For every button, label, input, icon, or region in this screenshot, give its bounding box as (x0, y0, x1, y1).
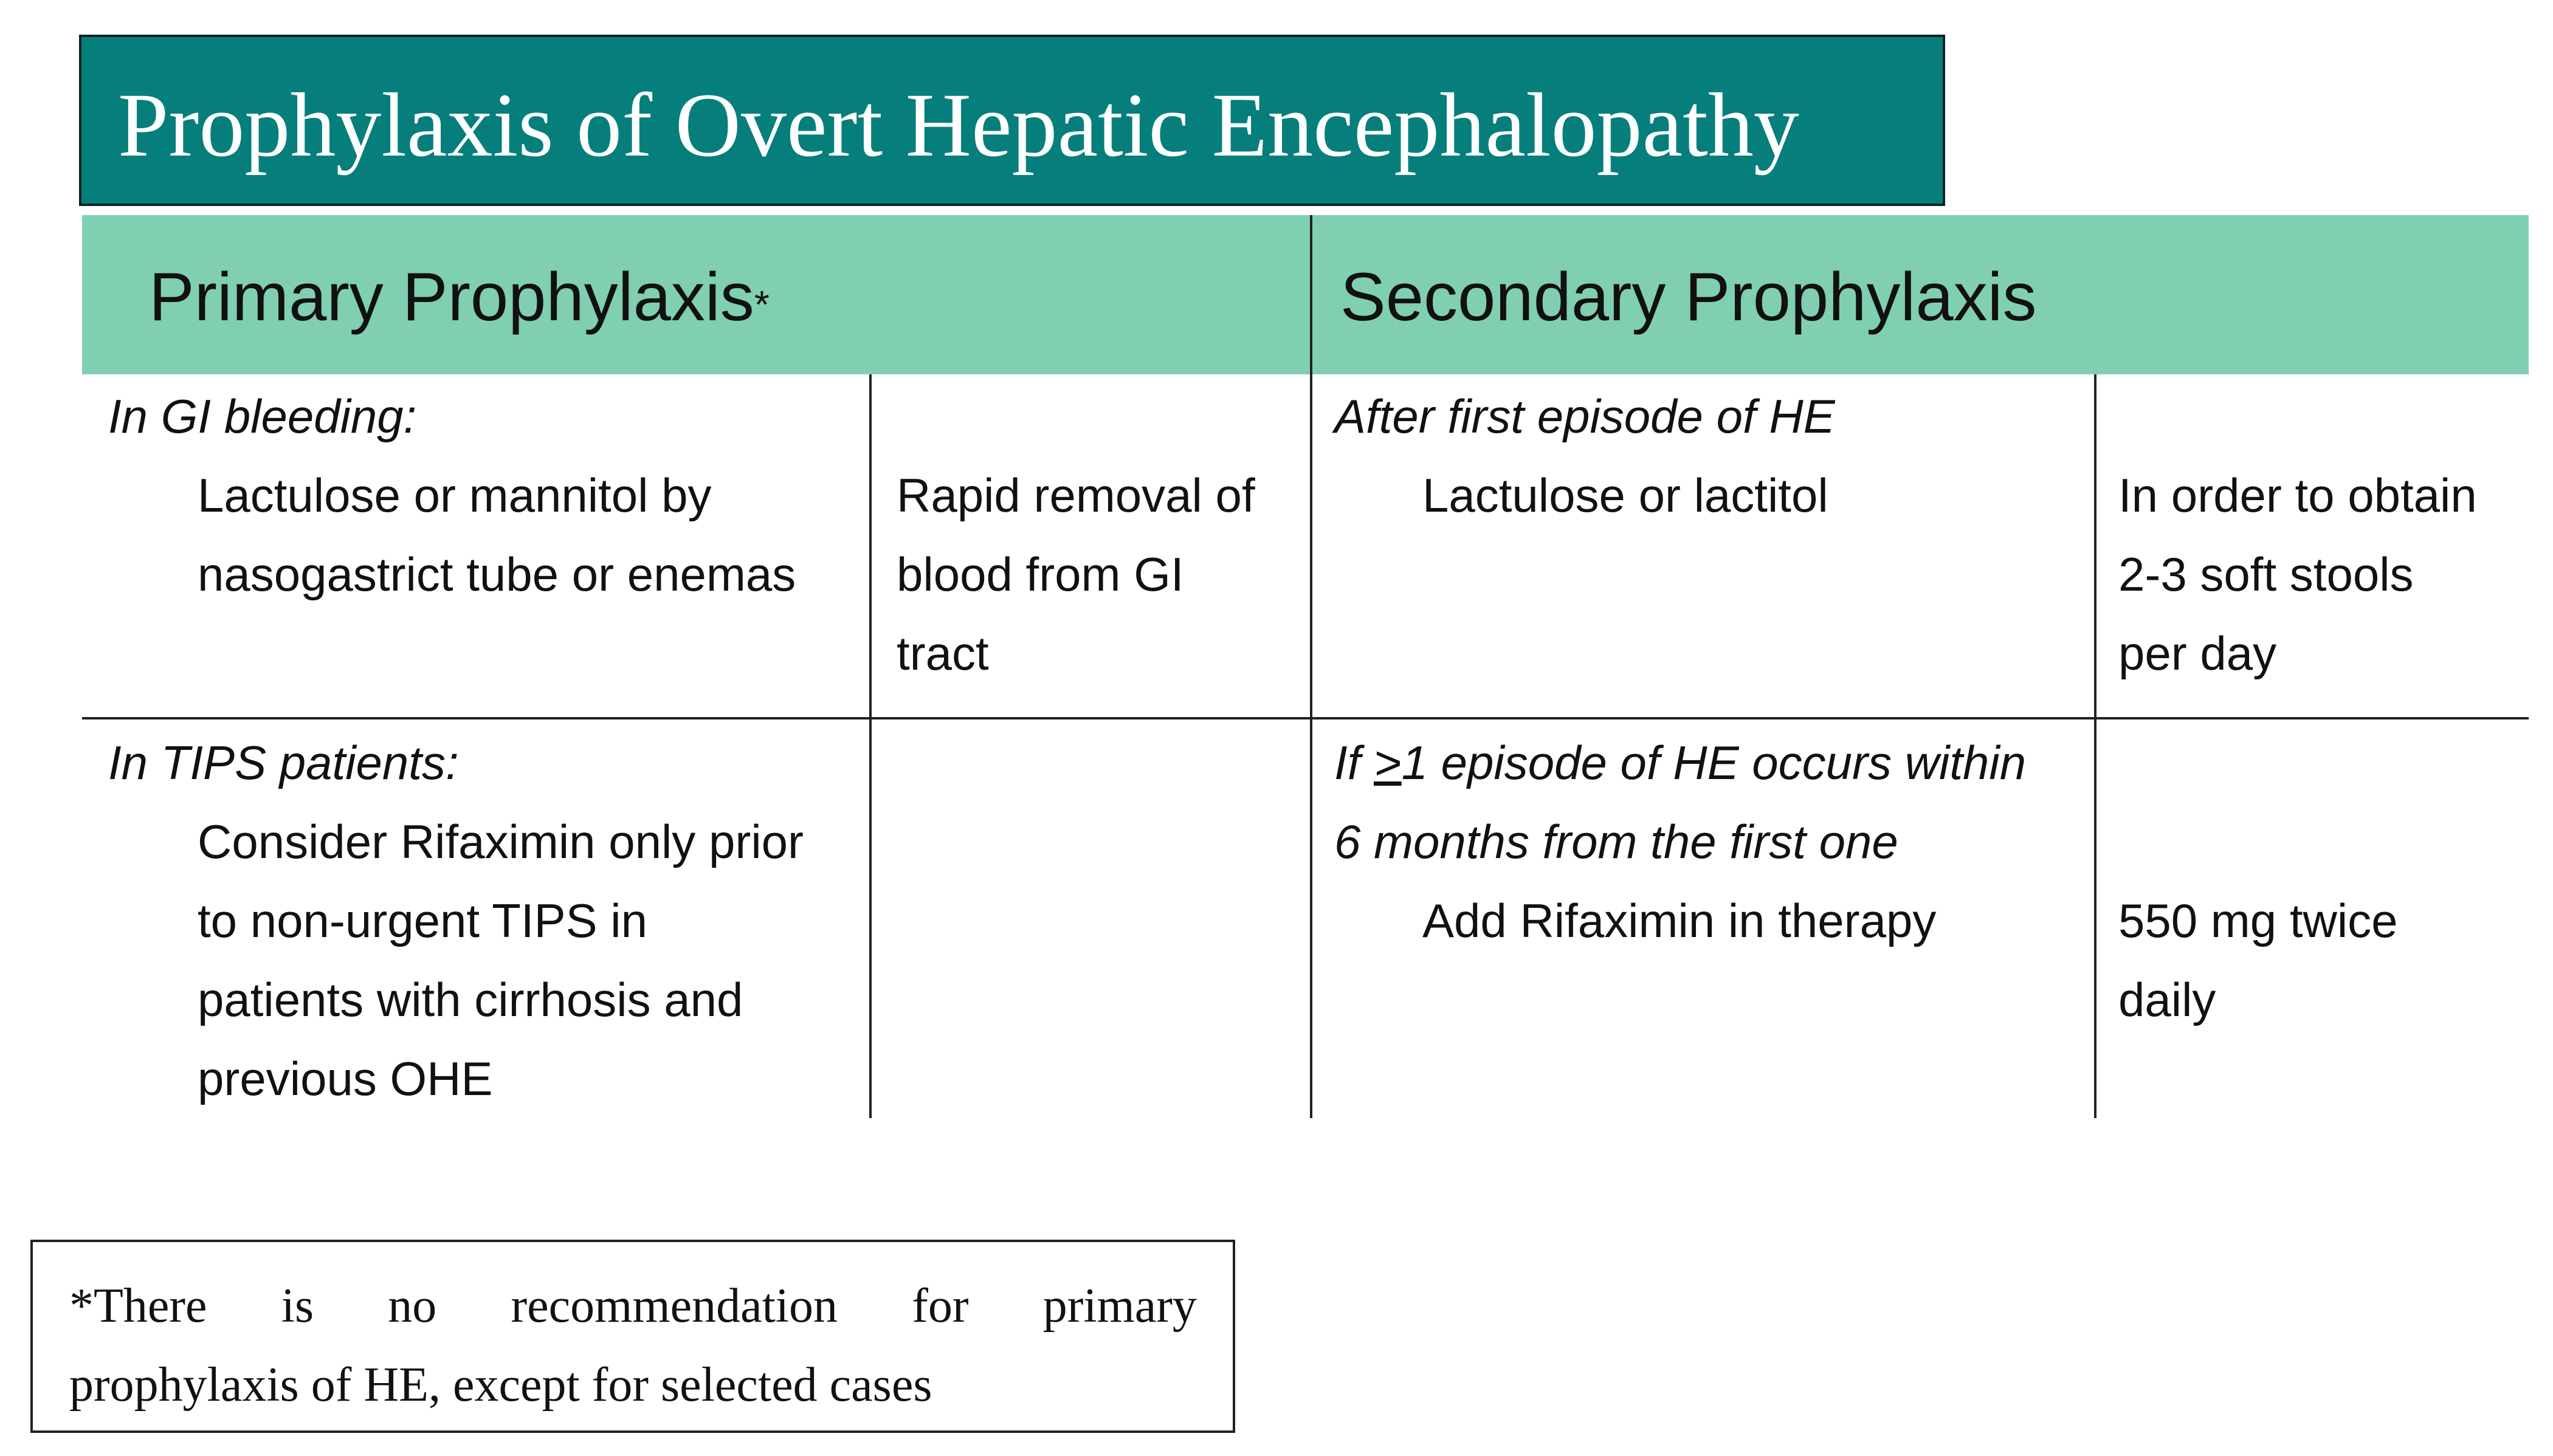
primary-row1-treatment-line1: Lactulose or mannitol by (198, 469, 712, 522)
footnote-box (30, 1240, 1235, 1433)
secondary-row2-context-line2: 6 months from the first one (1334, 815, 1898, 868)
page-title: Prophylaxis of Overt Hepatic Encephalopathy (118, 75, 1799, 176)
header-primary-label: Primary Prophylaxis (149, 259, 754, 335)
footnote-word: *There (69, 1279, 207, 1333)
secondary-row1-treatment: Lactulose or lactitol (1422, 469, 1828, 522)
primary-row2-treatment-line4: previous OHE (198, 1052, 493, 1105)
row-divider (82, 717, 2529, 719)
primary-row1-note-line1: Rapid removal of (897, 469, 1255, 522)
primary-column-divider (869, 374, 872, 1118)
secondary-row2-context-line1 (1334, 723, 2026, 802)
footnote-word: primary (1042, 1279, 1197, 1333)
primary-row2-treatment-line1: Consider Rifaximin only prior (198, 815, 804, 868)
secondary-column-divider (2094, 374, 2096, 1118)
secondary-row1-note-line3: per day (2118, 627, 2277, 680)
footnote-word: for (912, 1279, 969, 1333)
secondary-row2-treatment: Add Rifaximin in therapy (1422, 894, 1937, 947)
primary-row2-treatment-line2: to non-urgent TIPS in (198, 894, 648, 947)
center-divider (1310, 215, 1312, 1118)
primary-row1-note-line2: blood from GI (897, 548, 1184, 601)
footnote-line1 (69, 1266, 1197, 1345)
secondary-row1-note-line2: 2-3 soft stools (2118, 548, 2414, 601)
header-secondary-prophylaxis: Secondary Prophylaxis (1340, 259, 2037, 335)
context-rest: 1 episode of HE occurs within (1401, 736, 2027, 789)
context-prefix: If (1334, 736, 1374, 789)
primary-row2-treatment-line3: patients with cirrhosis and (198, 973, 743, 1026)
secondary-row1-context: After first episode of HE (1334, 390, 1835, 443)
footnote-word: recommendation (511, 1279, 838, 1333)
secondary-row1-note-line1: In order to obtain (2118, 469, 2477, 522)
primary-row1-context: In GI bleeding: (108, 390, 417, 443)
primary-row1-treatment-line2: nasogastrict tube or enemas (198, 548, 796, 601)
header-primary-prophylaxis (149, 258, 770, 344)
primary-row2-context: In TIPS patients: (108, 736, 459, 789)
footnote-line2: prophylaxis of HE, except for selected cases (69, 1358, 932, 1412)
secondary-row2-note-line2: daily (2118, 973, 2216, 1026)
title-banner (79, 35, 1945, 206)
footnote-marker: * (754, 283, 770, 326)
footnote-word: is (281, 1279, 314, 1333)
greater-equal-symbol: > (1374, 736, 1402, 789)
primary-row1-note-line3: tract (897, 627, 989, 680)
secondary-row2-note-line1: 550 mg twice (2118, 894, 2398, 947)
footnote-word: no (388, 1279, 437, 1333)
